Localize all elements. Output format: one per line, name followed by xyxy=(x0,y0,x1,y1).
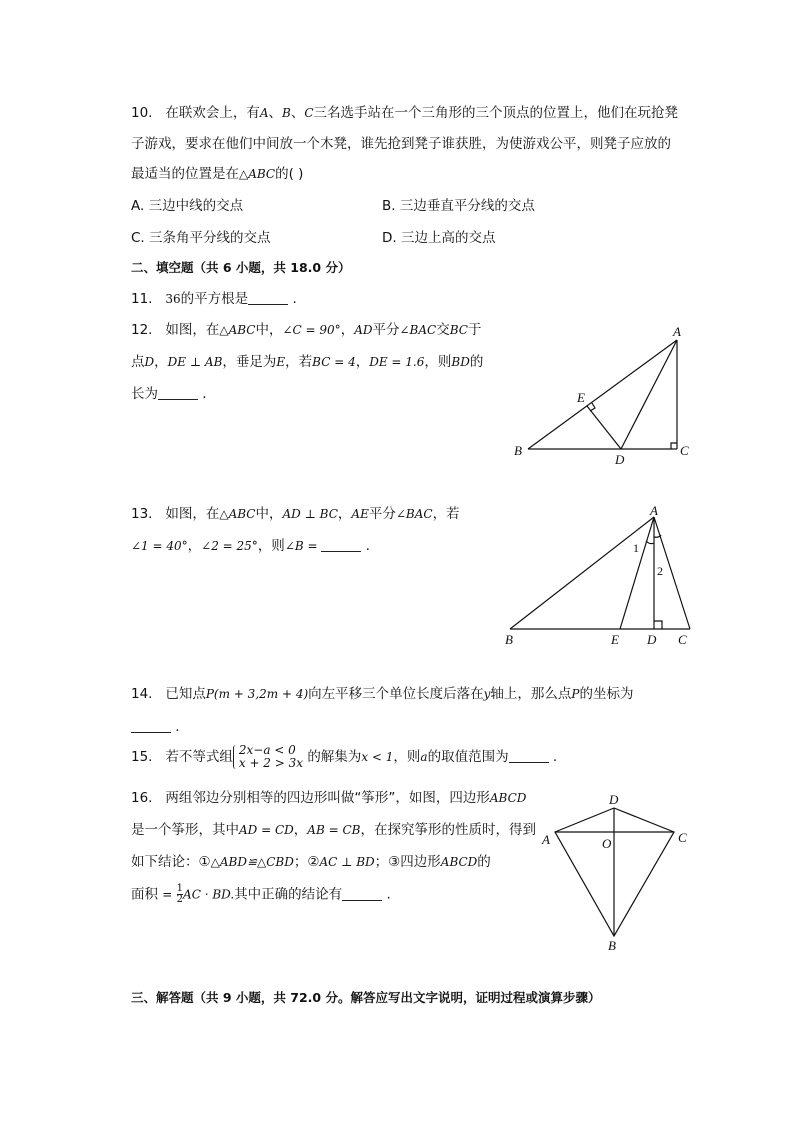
q16-line1: 16. 两组邻边分别相等的四边形叫做“筝形”，如图，四边形ABCD xyxy=(131,790,527,806)
q13-angle-label-1: 1 xyxy=(633,541,639,555)
q14-line2: . xyxy=(131,717,180,737)
q15-line: 15. 若不等式组 2x−a < 0 x + 2 > 3x 的解集为x < 1，则a的取值范围为 . xyxy=(131,743,558,770)
q13-label-b: B xyxy=(505,632,513,647)
q13-side-ab xyxy=(510,517,654,629)
q12-label-b: B xyxy=(514,443,522,458)
q10-line3: 最适当的位置是在△ABC的( ) xyxy=(131,166,304,182)
q16-answer-blank[interactable] xyxy=(342,887,382,901)
q14-line1: 14. 已知点P(m + 3,2m + 4)向左平移三个单位长度后落在y轴上，那么点P的坐标为 xyxy=(131,686,634,702)
q13-angle-label-2: 2 xyxy=(657,564,663,578)
q12-label-c: C xyxy=(680,443,689,458)
q16-label-b: B xyxy=(608,938,616,953)
q10-line2: 子游戏，要求在他们中间放一个木凳，谁先抢到凳子谁获胜，为使游戏公平，则凳子应放的 xyxy=(131,136,671,152)
q15-answer-blank[interactable] xyxy=(509,749,549,763)
q12-label-e: E xyxy=(577,390,585,405)
q16-fraction-half: $\frac{1}{2}$ xyxy=(176,883,184,905)
q13-label-c: C xyxy=(678,632,687,647)
q10-option-d: D. 三边上高的交点 xyxy=(382,230,496,246)
q13-label-a: A xyxy=(650,505,658,518)
q13-line2: ∠1 = 40°，∠2 = 25°，则∠B = . xyxy=(131,538,370,554)
q13-answer-blank[interactable] xyxy=(321,538,361,552)
q13-right-angle-d xyxy=(654,621,662,629)
q12-label-a: A xyxy=(673,324,681,339)
q10-option-c: C. 三条角平分线的交点 xyxy=(131,230,271,246)
q12-segment-de xyxy=(587,406,621,449)
q12-line1: 12. 如图，在△ABC中，∠C = 90°，AD平分∠BAC交BC于 xyxy=(131,322,482,338)
q13-figure xyxy=(500,505,700,650)
q16-line3: 如下结论：①△ABD≌△CBD；②AC ⊥ BD；③四边形ABCD的 xyxy=(131,854,491,870)
q14-answer-blank[interactable] xyxy=(131,719,171,733)
q12-label-d: D xyxy=(615,452,625,467)
q12-answer-blank[interactable] xyxy=(158,386,198,400)
q12-right-angle-c xyxy=(671,443,677,449)
q10-option-a: A. 三边中线的交点 xyxy=(131,198,244,214)
q13-label-e: E xyxy=(611,632,619,647)
q16-label-c: C xyxy=(678,830,687,845)
section-2-heading: 二、填空题（共 6 小题，共 18.0 分） xyxy=(131,260,351,275)
q16-label-o: O xyxy=(602,836,612,851)
section-3-heading: 三、解答题（共 9 小题，共 72.0 分。解答应写出文字说明，证明过程或演算步骤） xyxy=(131,990,601,1005)
q10-option-b: B. 三边垂直平分线的交点 xyxy=(382,198,535,214)
q11-answer-blank[interactable] xyxy=(248,291,288,305)
q11-line: 11. 36的平方根是 . xyxy=(131,291,297,307)
q16-label-d: D xyxy=(609,792,619,807)
q13-label-d: D xyxy=(647,632,657,647)
q12-line2: 点D，DE ⊥ AB，垂足为E，若BC = 4，DE = 1.6，则BD的 xyxy=(131,354,484,370)
q12-side-ab xyxy=(528,340,677,449)
q10-number: 10. xyxy=(131,105,153,121)
q12-segment-ad xyxy=(621,340,677,449)
q13-segment-ae xyxy=(620,517,654,629)
q16-line2: 是一个筝形，其中AD = CD，AB = CB，在探究筝形的性质时，得到 xyxy=(131,822,536,838)
q16-label-a: A xyxy=(542,832,550,847)
q16-line4: 面积 = $\frac{1}{2}$ AC · BD.其中正确的结论有 . xyxy=(131,883,391,905)
q16-figure xyxy=(538,792,698,954)
q12-figure xyxy=(505,318,705,468)
q15-inequality-system: 2x−a < 0 x + 2 > 3x xyxy=(233,744,303,770)
q10-line1: 10. 在联欢会上，有A、B、C三名选手站在一个三角形的三个顶点的位置上，他们在玩抢凳 xyxy=(131,105,679,121)
q13-line1: 13. 如图，在△ABC中，AD ⊥ BC，AE平分∠BAC，若 xyxy=(131,506,460,522)
q13-angle-arc-1 xyxy=(646,541,654,544)
q12-line3: 长为 . xyxy=(131,386,207,402)
